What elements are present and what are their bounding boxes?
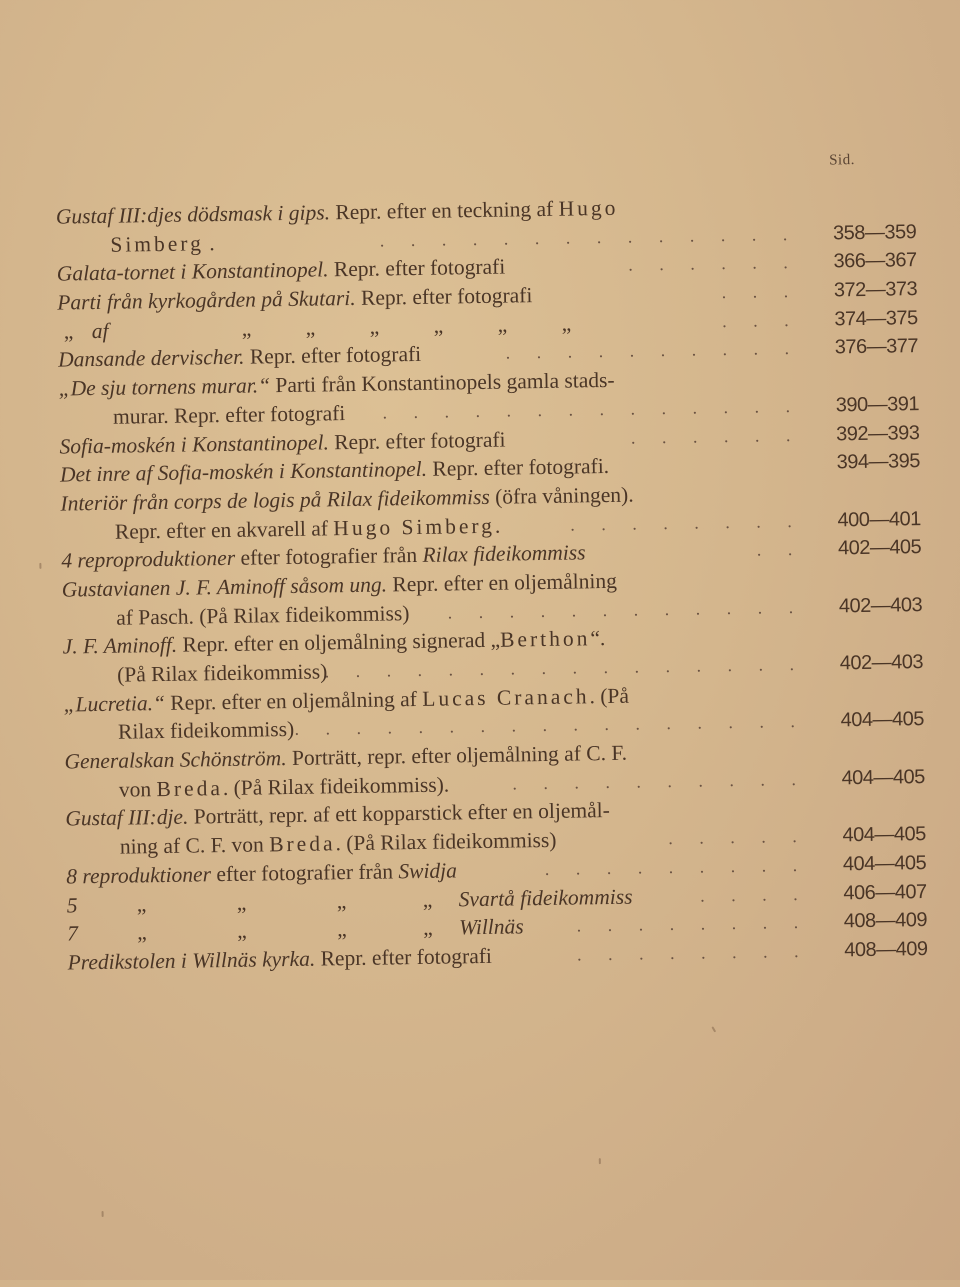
reproduction-count: 5: [66, 892, 78, 918]
dot-leader: . . . . . .: [628, 252, 799, 276]
entry-description: Parti från Konstantinopels gamla stads-: [269, 367, 615, 398]
dot-leader: . . . . . . . . . .: [512, 768, 808, 794]
list-entry-line: „Lucretia.“ Repr. efter en oljemålning af Lucas Cranach. (På: [63, 683, 630, 717]
ditto-mark: „: [336, 888, 347, 913]
entry-description: Repr. efter fotografi: [244, 342, 422, 370]
ditto-mark: „: [305, 315, 316, 340]
page-range: 404—405: [842, 823, 926, 847]
entry-description: Repr. efter fotografi: [315, 943, 493, 971]
entry-title: J. F. Aminoff.: [62, 633, 178, 659]
paper-speck: [102, 1211, 104, 1217]
ditto-mark: „: [236, 890, 247, 915]
page-range: 392—393: [836, 421, 920, 445]
entry-title: Galata-tornet i Konstantinopel.: [56, 257, 329, 286]
artist-name: Hugo: [558, 195, 619, 221]
ditto-mark: „: [236, 918, 247, 944]
ditto-mark: „: [497, 312, 508, 337]
ditto-mark: „: [241, 316, 252, 341]
entry-description: Repr. efter fotografi: [328, 427, 506, 454]
entry-description: murar. Repr. efter fotografi: [112, 400, 346, 429]
page-range: 404—405: [841, 765, 926, 790]
dot-leader: . . . . . . . . . . . . . . . . .: [294, 711, 807, 740]
ditto-mark: „: [369, 314, 380, 339]
entry-description: Repr. efter en oljemålning af: [164, 686, 423, 715]
artist-name: Hugo Simberg: [333, 513, 496, 540]
page-range: 366—367: [833, 249, 917, 273]
paper-speck: [39, 563, 41, 569]
entry-title: „Lucretia.“: [63, 690, 166, 717]
entry-title: Gustaf III:djes dödsmask i gips.: [55, 200, 331, 229]
list-entry-line: Repr. efter en akvarell af Hugo Simberg. . . . . . . . . 400—401: [61, 505, 921, 547]
dot-leader: . . . . . .: [630, 424, 802, 448]
dot-leader: . . . . . . . .: [570, 510, 803, 535]
entry-description: (öfra våningen).: [489, 482, 634, 509]
collection-name: Svartå fideikommiss: [458, 884, 633, 911]
entry-title: 4 reproproduktioner: [61, 546, 236, 573]
dot-leader: . . . . . . . . .: [544, 854, 809, 879]
entry-title: Interiör från corps de logis på Rilax fideikommiss: [60, 484, 490, 516]
page-range: 408—409: [843, 909, 928, 933]
entry-title: Generalskan Schönström.: [64, 746, 287, 774]
dot-leader: . . . . . . . . . .: [505, 338, 801, 364]
dot-leader: . .: [756, 539, 804, 560]
page-range: 374—375: [834, 306, 918, 331]
entry-title: „De sju tornens murar.“: [58, 373, 271, 401]
reproduction-count: 7: [67, 921, 79, 946]
page-range: 406—407: [843, 880, 927, 904]
entry-description: Repr. efter fotografi: [355, 283, 533, 310]
artist-name: Simberg: [110, 230, 205, 257]
paper-speck: [711, 1026, 716, 1032]
entry-title: Gustavianen J. F. Aminoff såsom ung.: [61, 572, 388, 602]
dot-leader: . . . . . . . .: [576, 912, 810, 936]
entry-description: efter fotografier från: [210, 859, 399, 887]
page-range: 372—373: [833, 278, 918, 302]
artist-name: Breda: [269, 831, 336, 857]
dot-leader: . . .: [721, 281, 800, 303]
dot-leader: . . . . . . . . . . . .: [447, 596, 805, 623]
entry-title: Gustaf III:dje.: [65, 805, 189, 831]
illustration-list: [56, 189, 928, 977]
entry-description: af Pasch. (På Rilax fideikommiss): [116, 600, 410, 630]
entry-description: Porträtt, repr. efter oljemålning af C. F.: [286, 740, 628, 771]
artist-name: Breda: [156, 775, 224, 801]
entry-description: Porträtt, repr. af ett kopparstick efter en oljemål-: [188, 798, 610, 830]
ditto-mark: „: [422, 915, 433, 941]
entry-description: Repr. efter en akvarell af: [114, 515, 334, 544]
entry-description: Rilax fideikommiss): [117, 717, 295, 745]
page-column-header: Sid.: [829, 152, 856, 169]
entry-description: (På Rilax fideikommiss): [116, 659, 328, 687]
entry-description: Repr. efter fotografi: [328, 254, 506, 282]
page-range: 402—403: [838, 593, 923, 617]
list-entry-line: J. F. Aminoff. Repr. efter en oljemålning signerad „Berthon“.: [62, 626, 606, 659]
page-range: 394—395: [836, 450, 921, 474]
collection-name: Swidja: [398, 858, 458, 884]
dot-leader: . . . . . . . .: [576, 940, 810, 965]
ditto-mark: „: [561, 311, 572, 336]
page-range: 404—405: [842, 851, 927, 876]
dot-leader: . . . . . . . . . . . . . .: [379, 223, 799, 251]
entry-title: Sofia-moskén i Konstantinopel.: [59, 429, 330, 459]
collection-name: Rilax fideikommiss: [422, 540, 586, 568]
ditto-mark: „: [136, 891, 147, 916]
artist-name: Berthon: [499, 626, 591, 653]
page-range: 408—409: [844, 937, 928, 962]
page-range: 358—359: [832, 220, 917, 245]
entry-title: 8 reproduktioner: [66, 862, 212, 889]
artist-name: Lucas Cranach: [422, 683, 590, 711]
page-range: 402—405: [837, 536, 922, 560]
list-entry-line: ning af C. F. von Breda. (På Rilax fideikommiss) . . . . . 404—405: [66, 820, 926, 862]
page-range: 400—401: [837, 507, 921, 531]
ditto-mark: „: [433, 313, 444, 338]
entry-title: af: [91, 318, 109, 343]
page-range: 390—391: [835, 392, 920, 417]
paper-speck: [599, 1158, 601, 1164]
entry-title: Predikstolen i Willnäs kyrka.: [67, 946, 316, 975]
dot-leader: . . .: [721, 309, 800, 331]
page-range: 376—377: [834, 335, 919, 359]
entry-title: Parti från kyrkogården på Skutari.: [57, 285, 356, 315]
entry-description: efter fotografier från: [234, 543, 423, 571]
ditto-mark: „: [136, 920, 147, 945]
entry-description: Repr. efter en teckning af: [329, 196, 559, 225]
dot-leader: . . . . . . . . . . . . . . . .: [324, 653, 806, 682]
dot-leader: . . . . . . . . . . . . . .: [382, 395, 802, 423]
dot-leader: . . . .: [700, 883, 809, 906]
ditto-mark: „: [63, 319, 74, 344]
ditto-mark: „: [336, 917, 347, 942]
page-range: 402—403: [839, 651, 924, 675]
entry-title: Det inre af Sofia-moskén i Konstantinopel.: [59, 457, 428, 487]
entry-description: Repr. efter fotografi.: [426, 454, 610, 482]
page-range: 404—405: [840, 708, 925, 732]
entry-description: Repr. efter en oljemålning: [386, 568, 618, 597]
collection-name: Willnäs: [458, 914, 524, 940]
dot-leader: . . . . .: [668, 826, 808, 849]
entry-description: Repr. efter en oljemålning signerad „: [176, 628, 501, 658]
list-entry-line: Simberg . . . . . . . . . . . . . . . 358—359: [56, 218, 916, 260]
list-entry-line: von Breda. (På Rilax fideikommiss). . . . . . . . . . . 404—405: [65, 763, 925, 805]
ditto-mark: „: [422, 887, 433, 912]
entry-title: Dansande dervischer.: [57, 345, 245, 373]
